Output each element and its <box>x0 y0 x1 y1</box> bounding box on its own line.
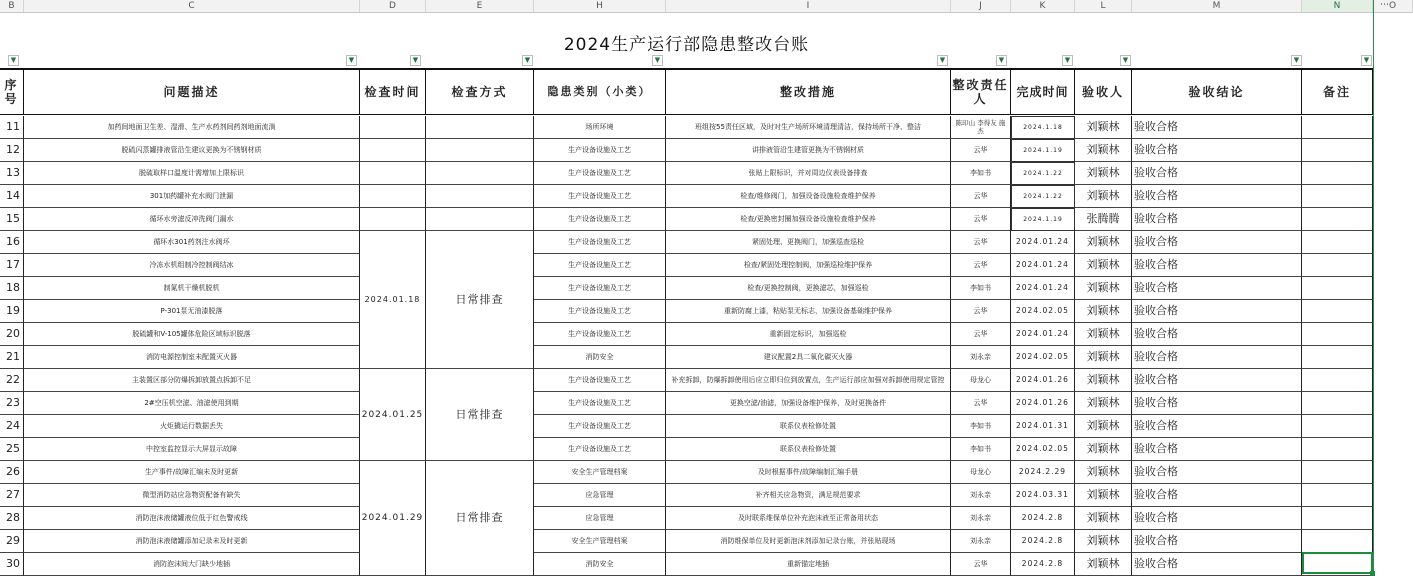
row-done-time-cell[interactable]: 2024.01.24 <box>1011 277 1075 300</box>
row-seq-cell[interactable]: 15 <box>0 208 24 231</box>
row-category-cell[interactable]: 生产设备设施及工艺 <box>534 369 666 392</box>
header-category[interactable]: 隐患类别（小类） <box>534 69 666 115</box>
row-seq-cell[interactable]: 28 <box>0 507 24 530</box>
row-owner-cell[interactable]: 云华 <box>951 300 1011 323</box>
selected-cell[interactable] <box>1302 552 1373 574</box>
filter-dropdown-icon[interactable]: ▼ <box>346 55 357 66</box>
row-time-cell[interactable] <box>360 116 426 139</box>
row-measure-cell[interactable]: 及时根据事件/故障编制汇编手册 <box>666 461 951 484</box>
merged-check-time-cell[interactable]: 2024.01.25 <box>360 369 426 461</box>
row-seq-cell[interactable]: 25 <box>0 438 24 461</box>
merged-check-time-cell[interactable]: 2024.01.18 <box>360 231 426 369</box>
row-done-time-cell[interactable]: 2024.1.22 <box>1011 162 1075 185</box>
row-note-cell[interactable] <box>1302 254 1373 277</box>
row-seq-cell[interactable]: 18 <box>0 277 24 300</box>
row-category-cell[interactable]: 生产设备设施及工艺 <box>534 162 666 185</box>
row-measure-cell[interactable]: 及时联系维保单位补充泡沫液至正常备用状态 <box>666 507 951 530</box>
row-owner-cell[interactable]: 李如书 <box>951 277 1011 300</box>
row-conclusion-cell[interactable]: 验收合格 <box>1132 369 1302 392</box>
row-conclusion-cell[interactable]: 验收合格 <box>1132 231 1302 254</box>
row-owner-cell[interactable]: 云华 <box>951 323 1011 346</box>
row-seq-cell[interactable]: 16 <box>0 231 24 254</box>
row-note-cell[interactable] <box>1302 392 1373 415</box>
row-owner-cell[interactable]: 李如书 <box>951 415 1011 438</box>
row-desc-cell[interactable]: 脱硫罐和V-105罐体危险区域标识脱落 <box>24 323 360 346</box>
row-done-time-cell[interactable]: 2024.03.31 <box>1011 484 1075 507</box>
row-done-time-cell[interactable]: 2024.01.24 <box>1011 231 1075 254</box>
row-owner-cell[interactable]: 刘永亲 <box>951 346 1011 369</box>
row-desc-cell[interactable]: 加药间地面卫生差、湿滑、生产水药剂间药剂地面流淌 <box>24 116 360 139</box>
row-desc-cell[interactable]: 生产事件/故障汇编未及时更新 <box>24 461 360 484</box>
row-desc-cell[interactable]: 脱硫取样口温度计需增加上限标识 <box>24 162 360 185</box>
header-check-method[interactable]: 检查方式 <box>426 69 534 115</box>
row-measure-cell[interactable]: 更换空滤/油滤，加强设备维护保养，及时更换备件 <box>666 392 951 415</box>
frozen-column-line <box>1373 0 1374 576</box>
row-time-cell[interactable] <box>360 139 426 162</box>
row-desc-cell[interactable]: 制氮机干燥机脱机 <box>24 277 360 300</box>
row-category-cell[interactable]: 生产设备设施及工艺 <box>534 392 666 415</box>
fill-handle[interactable] <box>1370 571 1375 576</box>
row-acceptor-cell[interactable]: 刘颖林 <box>1075 392 1132 415</box>
column-header-k[interactable]: K <box>1011 0 1075 13</box>
row-desc-cell[interactable]: 主装置区部分防爆拆卸放置点拆卸不足 <box>24 369 360 392</box>
row-conclusion-cell[interactable]: 验收合格 <box>1132 323 1302 346</box>
row-note-cell[interactable] <box>1302 461 1373 484</box>
row-conclusion-cell[interactable]: 验收合格 <box>1132 553 1302 576</box>
row-measure-cell[interactable]: 补充拆卸，防爆拆卸使用后应立即归位到放置点，生产运行部应加强对拆卸使用规定管控 <box>666 369 951 392</box>
row-note-cell[interactable] <box>1302 300 1373 323</box>
row-method-cell[interactable] <box>426 162 534 185</box>
row-done-time-cell[interactable]: 2024.02.05 <box>1011 438 1075 461</box>
row-done-time-cell[interactable]: 2024.1.19 <box>1011 139 1075 162</box>
row-time-cell[interactable] <box>360 185 426 208</box>
row-desc-cell[interactable]: 2#空压机空滤、油滤使用到期 <box>24 392 360 415</box>
column-header-i[interactable]: I <box>666 0 951 13</box>
row-seq-cell[interactable]: 22 <box>0 369 24 392</box>
row-owner-cell[interactable]: 云华 <box>951 231 1011 254</box>
row-category-cell[interactable]: 生产设备设施及工艺 <box>534 415 666 438</box>
row-measure-cell[interactable]: 联系仪表检修处置 <box>666 438 951 461</box>
filter-dropdown-icon[interactable]: ▼ <box>1361 55 1372 66</box>
row-note-cell[interactable] <box>1302 438 1373 461</box>
row-note-cell[interactable] <box>1302 208 1373 231</box>
row-category-cell[interactable]: 生产设备设施及工艺 <box>534 277 666 300</box>
row-acceptor-cell[interactable]: 刘颖林 <box>1075 116 1132 139</box>
header-check-time[interactable]: 检查时间 <box>360 69 426 115</box>
row-seq-cell[interactable]: 19 <box>0 300 24 323</box>
row-measure-cell[interactable]: 消防维保单位及时更新泡沫剂添加记录台账，并张贴现场 <box>666 530 951 553</box>
row-category-cell[interactable]: 消防安全 <box>534 553 666 576</box>
row-conclusion-cell[interactable]: 验收合格 <box>1132 484 1302 507</box>
row-measure-cell[interactable]: 检查/紧固处理控制阀，加强巡检维护保养 <box>666 254 951 277</box>
row-desc-cell[interactable]: 301加药罐补充水阀门泄漏 <box>24 185 360 208</box>
row-done-time-cell[interactable]: 2024.01.31 <box>1011 415 1075 438</box>
row-seq-cell[interactable]: 26 <box>0 461 24 484</box>
column-header-l[interactable]: L <box>1075 0 1132 13</box>
row-note-cell[interactable] <box>1302 231 1373 254</box>
row-desc-cell[interactable]: 脱硫闪蒸罐排液管沿生建议更换为不锈钢材质 <box>24 139 360 162</box>
row-category-cell[interactable]: 应急管理 <box>534 507 666 530</box>
row-measure-cell[interactable]: 联系仪表检修处置 <box>666 415 951 438</box>
row-owner-cell[interactable]: 云华 <box>951 254 1011 277</box>
row-note-cell[interactable] <box>1302 530 1373 553</box>
row-note-cell[interactable] <box>1302 323 1373 346</box>
row-done-time-cell[interactable]: 2024.2.8 <box>1011 530 1075 553</box>
row-conclusion-cell[interactable]: 验收合格 <box>1132 185 1302 208</box>
row-seq-cell[interactable]: 27 <box>0 484 24 507</box>
filter-dropdown-icon[interactable]: ▼ <box>652 55 663 66</box>
row-desc-cell[interactable]: 循环水301药剂注水阀坏 <box>24 231 360 254</box>
row-time-cell[interactable] <box>360 208 426 231</box>
row-conclusion-cell[interactable]: 验收合格 <box>1132 116 1302 139</box>
header-owner[interactable]: 整改责任人 <box>951 69 1011 115</box>
sheet-title: 2024生产运行部隐患整改台账 <box>563 35 810 55</box>
row-acceptor-cell[interactable]: 刘颖林 <box>1075 553 1132 576</box>
row-measure-cell[interactable]: 检查/更换控制阀，更换滤芯，加强巡检 <box>666 277 951 300</box>
merged-check-method-cell[interactable]: 日常排查 <box>426 369 534 461</box>
row-acceptor-cell[interactable]: 刘颖林 <box>1075 484 1132 507</box>
row-acceptor-cell[interactable]: 刘颖林 <box>1075 139 1132 162</box>
filter-dropdown-icon[interactable]: ▼ <box>522 55 533 66</box>
filter-dropdown-icon[interactable]: ▼ <box>996 55 1007 66</box>
row-category-cell[interactable]: 生产设备设施及工艺 <box>534 323 666 346</box>
row-acceptor-cell[interactable]: 刘颖林 <box>1075 185 1132 208</box>
filter-dropdown-icon[interactable]: ▼ <box>1062 55 1073 66</box>
row-owner-cell[interactable]: 刘永亲 <box>951 484 1011 507</box>
row-conclusion-cell[interactable]: 验收合格 <box>1132 254 1302 277</box>
column-header-h[interactable]: H <box>534 0 666 13</box>
row-conclusion-cell[interactable]: 验收合格 <box>1132 346 1302 369</box>
row-owner-cell[interactable]: 刘永亲 <box>951 507 1011 530</box>
header-note[interactable]: 备注 <box>1302 69 1373 115</box>
row-note-cell[interactable] <box>1302 507 1373 530</box>
row-done-time-cell[interactable]: 2024.01.24 <box>1011 254 1075 277</box>
row-desc-cell[interactable]: 中控室监控显示大屏显示故障 <box>24 438 360 461</box>
row-done-time-cell[interactable]: 2024.01.26 <box>1011 392 1075 415</box>
column-header-d[interactable]: D <box>360 0 426 13</box>
row-category-cell[interactable]: 生产设备设施及工艺 <box>534 208 666 231</box>
header-seq[interactable]: 序号 <box>0 69 24 115</box>
row-acceptor-cell[interactable]: 刘颖林 <box>1075 277 1132 300</box>
row-seq-cell[interactable]: 23 <box>0 392 24 415</box>
row-done-time-cell[interactable]: 2024.2.8 <box>1011 553 1075 576</box>
row-conclusion-cell[interactable]: 验收合格 <box>1132 392 1302 415</box>
filter-dropdown-icon[interactable]: ▼ <box>410 55 421 66</box>
header-measure[interactable]: 整改措施 <box>666 69 951 115</box>
merged-check-time-cell[interactable]: 2024.01.29 <box>360 461 426 576</box>
row-measure-cell[interactable]: 紧固处理、更换阀门，加强巡查巡检 <box>666 231 951 254</box>
row-category-cell[interactable]: 生产设备设施及工艺 <box>534 185 666 208</box>
header-acceptor[interactable]: 验收人 <box>1075 69 1132 115</box>
row-measure-cell[interactable]: 讲排液管沿生建管更换为不锈钢材质 <box>666 139 951 162</box>
row-desc-cell[interactable]: 火炬撬运行数据丢失 <box>24 415 360 438</box>
row-method-cell[interactable] <box>426 116 534 139</box>
row-acceptor-cell[interactable]: 刘颖林 <box>1075 254 1132 277</box>
row-measure-cell[interactable]: 张贴上限标识，并对周边仪表设备排查 <box>666 162 951 185</box>
row-category-cell[interactable]: 应急管理 <box>534 484 666 507</box>
row-acceptor-cell[interactable]: 刘颖林 <box>1075 507 1132 530</box>
row-category-cell[interactable]: 安全生产管理档案 <box>534 530 666 553</box>
column-header-c[interactable]: C <box>24 0 360 13</box>
row-owner-cell[interactable]: 云华 <box>951 185 1011 208</box>
row-method-cell[interactable] <box>426 139 534 162</box>
row-done-time-cell[interactable]: 2024.1.18 <box>1011 116 1075 139</box>
row-conclusion-cell[interactable]: 验收合格 <box>1132 438 1302 461</box>
row-seq-cell[interactable]: 13 <box>0 162 24 185</box>
row-acceptor-cell[interactable]: 刘颖林 <box>1075 300 1132 323</box>
row-acceptor-cell[interactable]: 刘颖林 <box>1075 346 1132 369</box>
row-category-cell[interactable]: 生产设备设施及工艺 <box>534 231 666 254</box>
filter-dropdown-icon[interactable]: ▼ <box>937 55 948 66</box>
header-desc[interactable]: 问题描述 <box>24 69 360 115</box>
row-measure-cell[interactable]: 建议配置2具二氧化碳灭火器 <box>666 346 951 369</box>
row-measure-cell[interactable]: 补齐相关应急物资，满足规范要求 <box>666 484 951 507</box>
row-note-cell[interactable] <box>1302 185 1373 208</box>
row-time-cell[interactable] <box>360 162 426 185</box>
row-category-cell[interactable]: 消防安全 <box>534 346 666 369</box>
row-method-cell[interactable] <box>426 208 534 231</box>
row-note-cell[interactable] <box>1302 116 1373 139</box>
row-done-time-cell[interactable]: 2024.1.19 <box>1011 208 1075 231</box>
row-acceptor-cell[interactable]: 张腾腾 <box>1075 208 1132 231</box>
row-note-cell[interactable] <box>1302 369 1373 392</box>
header-conclusion[interactable]: 验收结论 <box>1132 69 1302 115</box>
merged-check-method-cell[interactable]: 日常排查 <box>426 461 534 576</box>
row-measure-cell[interactable]: 检查/更换密封圈加强设备设施检查维护保养 <box>666 208 951 231</box>
row-desc-cell[interactable]: 消防泡沫液储罐液位低于红色警戒线 <box>24 507 360 530</box>
row-owner-cell[interactable]: 云华 <box>951 553 1011 576</box>
row-seq-cell[interactable]: 24 <box>0 415 24 438</box>
row-acceptor-cell[interactable]: 刘颖林 <box>1075 438 1132 461</box>
row-done-time-cell[interactable]: 2024.01.24 <box>1011 323 1075 346</box>
row-owner-cell[interactable]: 云华 <box>951 392 1011 415</box>
more-options-icon[interactable]: ⋯ <box>1380 0 1389 10</box>
row-desc-cell[interactable]: 循环水旁滤反冲洗阀门漏水 <box>24 208 360 231</box>
row-desc-cell[interactable]: 微型消防站应急物资配备有缺失 <box>24 484 360 507</box>
column-header-m[interactable]: M <box>1132 0 1302 13</box>
row-acceptor-cell[interactable]: 刘颖林 <box>1075 323 1132 346</box>
column-header-b[interactable]: B <box>0 0 24 13</box>
row-category-cell[interactable]: 生产设备设施及工艺 <box>534 300 666 323</box>
column-header-j[interactable]: J <box>951 0 1011 13</box>
row-note-cell[interactable] <box>1302 346 1373 369</box>
row-seq-cell[interactable]: 21 <box>0 346 24 369</box>
row-category-cell[interactable]: 场所环境 <box>534 116 666 139</box>
row-acceptor-cell[interactable]: 刘颖林 <box>1075 231 1132 254</box>
row-owner-cell[interactable]: 李如书 <box>951 438 1011 461</box>
column-header-n[interactable]: N <box>1302 0 1373 13</box>
row-note-cell[interactable] <box>1302 277 1373 300</box>
row-conclusion-cell[interactable]: 验收合格 <box>1132 461 1302 484</box>
row-seq-cell[interactable]: 17 <box>0 254 24 277</box>
row-owner-cell[interactable]: 云华 <box>951 139 1011 162</box>
row-seq-cell[interactable]: 30 <box>0 553 24 576</box>
row-desc-cell[interactable]: 冷冻水机组制冷控制阀结冰 <box>24 254 360 277</box>
row-note-cell[interactable] <box>1302 415 1373 438</box>
row-owner-cell[interactable]: 陈印山 李得友 施杰 <box>951 116 1011 139</box>
row-done-time-cell[interactable]: 2024.1.22 <box>1011 185 1075 208</box>
row-measure-cell[interactable]: 重新锚定地插 <box>666 553 951 576</box>
row-conclusion-cell[interactable]: 验收合格 <box>1132 530 1302 553</box>
row-category-cell[interactable]: 安全生产管理档案 <box>534 461 666 484</box>
merged-check-method-cell[interactable]: 日常排查 <box>426 231 534 369</box>
row-conclusion-cell[interactable]: 验收合格 <box>1132 162 1302 185</box>
row-owner-cell[interactable]: 李如书 <box>951 162 1011 185</box>
row-acceptor-cell[interactable]: 刘颖林 <box>1075 530 1132 553</box>
row-conclusion-cell[interactable]: 验收合格 <box>1132 277 1302 300</box>
row-note-cell[interactable] <box>1302 484 1373 507</box>
row-conclusion-cell[interactable]: 验收合格 <box>1132 300 1302 323</box>
row-seq-cell[interactable]: 12 <box>0 139 24 162</box>
row-acceptor-cell[interactable]: 刘颖林 <box>1075 461 1132 484</box>
row-measure-cell[interactable]: 班组按55责任区域，及时对生产场所环境清理清洁，保持场所干净、整洁 <box>666 116 951 139</box>
row-category-cell[interactable]: 生产设备设施及工艺 <box>534 139 666 162</box>
column-header-e[interactable]: E <box>426 0 534 13</box>
row-conclusion-cell[interactable]: 验收合格 <box>1132 208 1302 231</box>
header-done-time[interactable]: 完成时间 <box>1011 69 1075 115</box>
filter-dropdown-icon[interactable]: ▼ <box>8 55 19 66</box>
row-done-time-cell[interactable]: 2024.2.29 <box>1011 461 1075 484</box>
row-acceptor-cell[interactable]: 刘颖林 <box>1075 162 1132 185</box>
row-conclusion-cell[interactable]: 验收合格 <box>1132 139 1302 162</box>
row-done-time-cell[interactable]: 2024.02.05 <box>1011 300 1075 323</box>
row-conclusion-cell[interactable]: 验收合格 <box>1132 415 1302 438</box>
row-done-time-cell[interactable]: 2024.02.05 <box>1011 346 1075 369</box>
filter-dropdown-icon[interactable]: ▼ <box>1291 55 1302 66</box>
row-owner-cell[interactable]: 母龙心 <box>951 369 1011 392</box>
row-measure-cell[interactable]: 检查/维修阀门，加强设备设施检查维护保养 <box>666 185 951 208</box>
row-method-cell[interactable] <box>426 185 534 208</box>
row-acceptor-cell[interactable]: 刘颖林 <box>1075 369 1132 392</box>
row-seq-cell[interactable]: 20 <box>0 323 24 346</box>
row-desc-cell[interactable]: 消防泡沫间大门缺少地插 <box>24 553 360 576</box>
row-desc-cell[interactable]: 消防电源控制室未配置灭火器 <box>24 346 360 369</box>
row-done-time-cell[interactable]: 2024.2.8 <box>1011 507 1075 530</box>
row-desc-cell[interactable]: 消防泡沫液储罐添加记录未及时更新 <box>24 530 360 553</box>
row-measure-cell[interactable]: 重新防腐上漆，粘贴泵无标志，加强设备基础维护保养 <box>666 300 951 323</box>
row-done-time-cell[interactable]: 2024.01.26 <box>1011 369 1075 392</box>
row-note-cell[interactable] <box>1302 139 1373 162</box>
row-note-cell[interactable] <box>1302 162 1373 185</box>
row-owner-cell[interactable]: 云华 <box>951 208 1011 231</box>
column-header-o[interactable]: O <box>1373 0 1413 13</box>
row-measure-cell[interactable]: 重新固定标识，加强巡检 <box>666 323 951 346</box>
row-acceptor-cell[interactable]: 刘颖林 <box>1075 415 1132 438</box>
row-seq-cell[interactable]: 14 <box>0 185 24 208</box>
row-seq-cell[interactable]: 11 <box>0 116 24 139</box>
row-category-cell[interactable]: 生产设备设施及工艺 <box>534 254 666 277</box>
row-owner-cell[interactable]: 刘永亲 <box>951 530 1011 553</box>
row-conclusion-cell[interactable]: 验收合格 <box>1132 507 1302 530</box>
filter-dropdown-icon[interactable]: ▼ <box>1120 55 1131 66</box>
row-owner-cell[interactable]: 母龙心 <box>951 461 1011 484</box>
row-category-cell[interactable]: 生产设备设施及工艺 <box>534 438 666 461</box>
row-desc-cell[interactable]: P-301泵无油漆脱落 <box>24 300 360 323</box>
row-seq-cell[interactable]: 29 <box>0 530 24 553</box>
